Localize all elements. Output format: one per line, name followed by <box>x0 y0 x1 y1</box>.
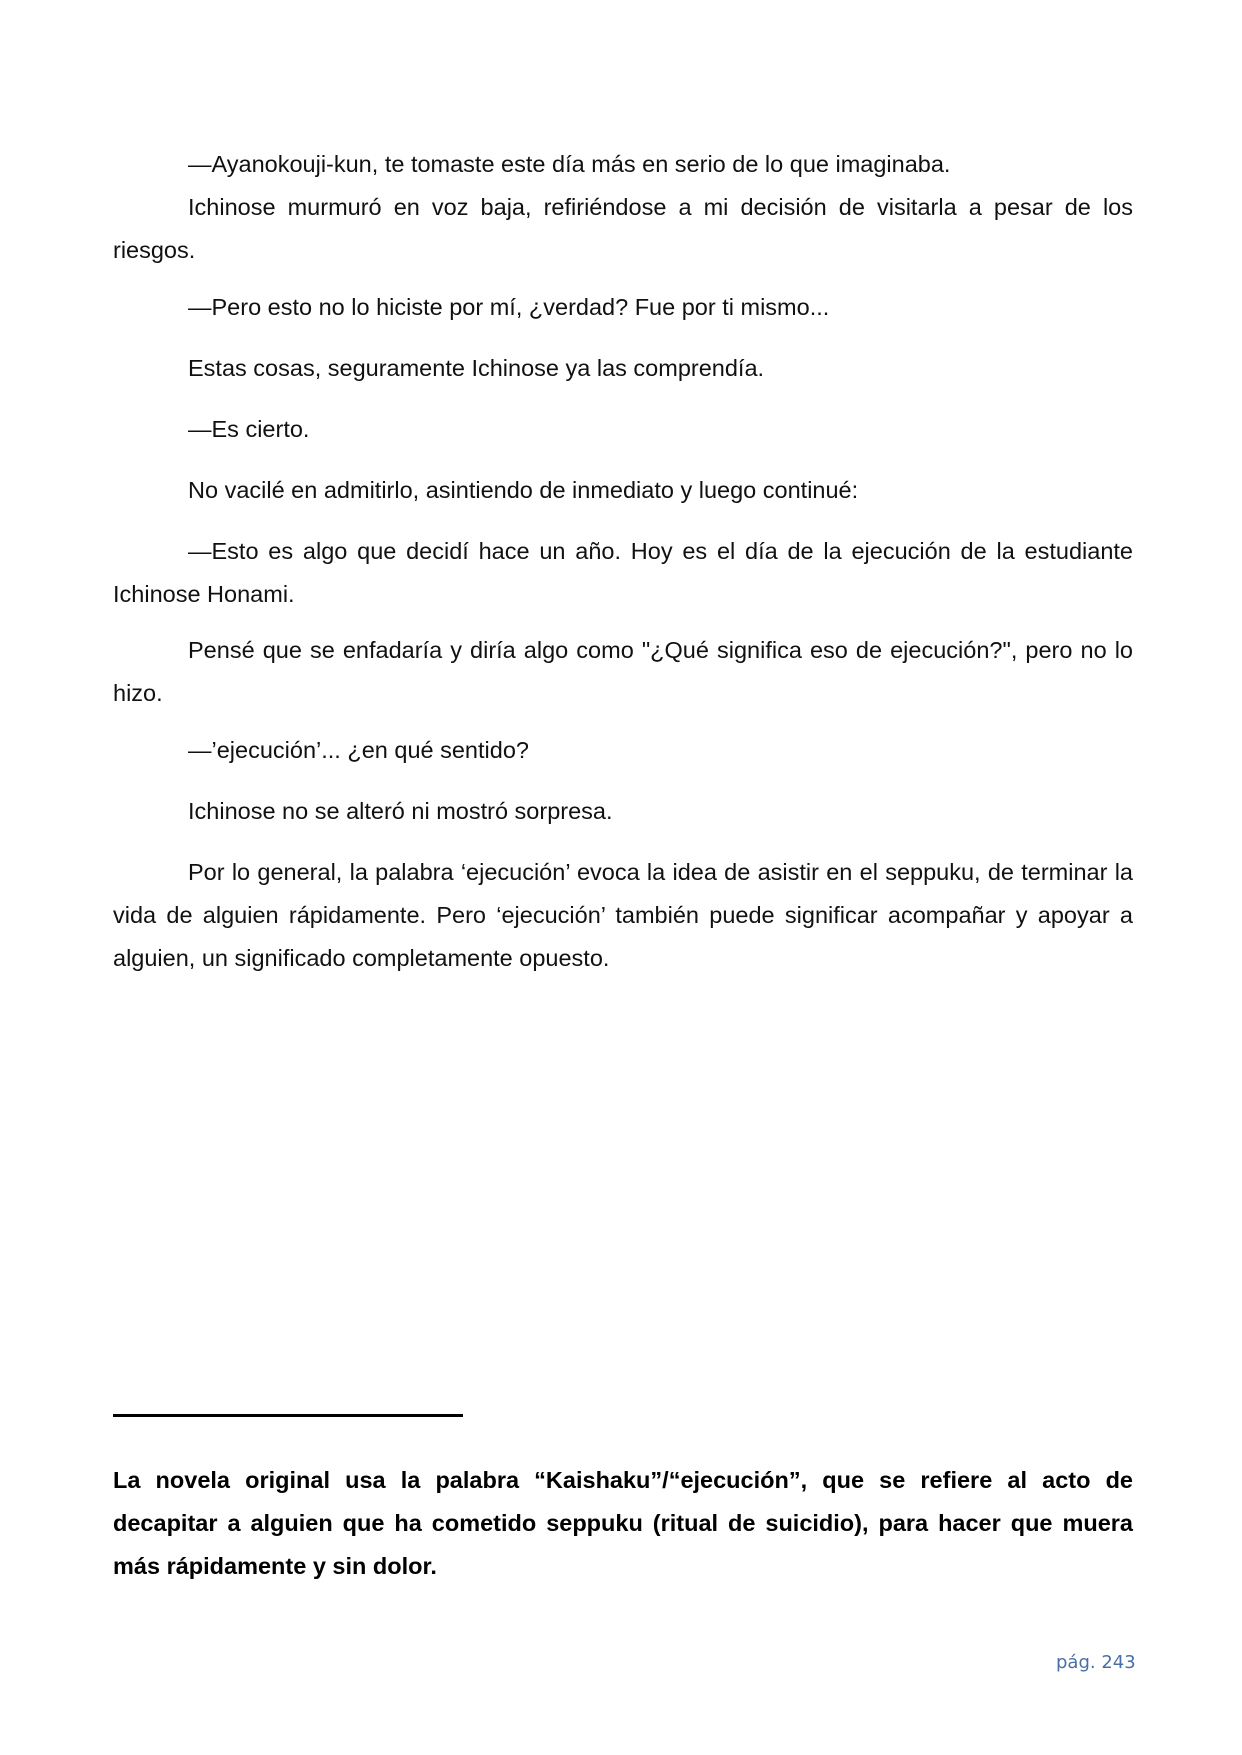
paragraph-8: Pensé que se enfadaría y diría algo como "¿Qué significa eso de ejecución?", pero no lo hizo. <box>113 637 1133 706</box>
footnote-divider <box>113 1414 463 1417</box>
paragraph-9: —’ejecución’... ¿en qué sentido? <box>188 737 529 763</box>
paragraph-1: —Ayanokouji-kun, te tomaste este día más en serio de lo que imaginaba. <box>188 151 951 177</box>
paragraph-4: Estas cosas, seguramente Ichinose ya las comprendía. <box>188 355 765 381</box>
paragraph-3: —Pero esto no lo hiciste por mí, ¿verdad? Fue por ti mismo... <box>188 294 830 320</box>
paragraph-7: —Esto es algo que decidí hace un año. Hoy es el día de la ejecución de la estudiante Ichinose Honami. <box>113 538 1133 607</box>
page-number: pág. 243 <box>1056 1652 1136 1673</box>
footnote: La novela original usa la palabra “Kaishaku”/“ejecución”, que se refiere al acto de decapitar a alguien que ha cometido seppuku (ritual de suicidio), para hacer que muera más rápidamente y sin dolor. <box>113 1467 1133 1579</box>
paragraph-2: Ichinose murmuró en voz baja, refiriéndose a mi decisión de visitarla a pesar de los riesgos. <box>113 194 1133 263</box>
paragraph-10: Ichinose no se alteró ni mostró sorpresa. <box>188 798 613 824</box>
paragraph-6: No vacilé en admitirlo, asintiendo de inmediato y luego continué: <box>188 477 859 503</box>
paragraph-11: Por lo general, la palabra ‘ejecución’ evoca la idea de asistir en el seppuku, de terminar la vida de alguien rápidamente. Pero ‘ejecución’ también puede significar acompañar y apoyar a alguien, un significado completamente opuesto. <box>113 859 1133 971</box>
paragraph-5: —Es cierto. <box>188 416 310 442</box>
